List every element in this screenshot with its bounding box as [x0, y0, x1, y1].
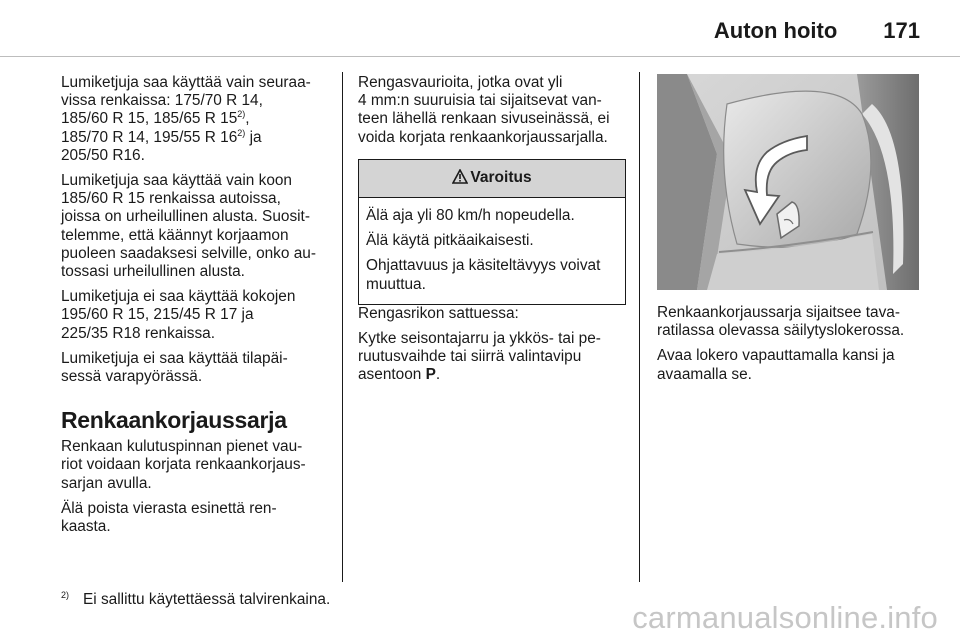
- paragraph-tyre-sizes: Lumiketjuja saa käyttää vain seuraa- vissa renkaissa: 175/70 R 14, 185/60 R 15, 185/65 R 15$^{2)}$, 185/70 R 14, 195/55 R 16$^{2)}$ ja 205/50 R16.: [61, 74, 311, 164]
- footnote-ref: 2): [237, 109, 246, 120]
- column-divider: [342, 72, 343, 582]
- header-rule: [0, 56, 960, 57]
- paragraph-sport-chassis: Lumiketjuja saa käyttää vain koon 185/60 R 15 renkaissa autoissa, joissa on urheilullinen alusta. Suosit- telemme, että käännyt korjaamon puoleen saadaksesi selville, onko au- tossasi urheilullinen alusta.: [61, 172, 316, 281]
- section-title: Auton hoito: [713, 18, 838, 43]
- footnote-ref: 2): [237, 127, 246, 138]
- page-header: [714, 18, 920, 44]
- paragraph-puncture: Rengasrikon sattuessa:: [358, 304, 519, 322]
- paragraph-parking-brake: Kytke seisontajarru ja ykkös- tai pe- ruutusvaihde tai siirrä valintavipu asentoon P.: [358, 330, 601, 384]
- paragraph-damage-limit: Rengasvaurioita, jotka ovat yli 4 mm:n suuruisia tai sijaitsevat van- teen lähellä renkaan sivuseinässä, ei voida korjata renkaankorjaussarjalla.: [358, 74, 610, 146]
- warning-header: [359, 160, 625, 198]
- footnote-text: Ei sallittu käytettäessä talvirenkaina.: [83, 591, 331, 608]
- column-divider: [639, 72, 640, 582]
- warning-line: Älä aja yli 80 km/h nopeudella.: [366, 207, 575, 225]
- warning-line: Älä käytä pitkäaikaisesti.: [366, 232, 534, 250]
- column-2: [358, 74, 626, 392]
- warning-line: Ohjattavuus ja käsiteltävyys voivat muuttua.: [366, 257, 601, 293]
- paragraph-repair-kit: Renkaan kulutuspinnan pienet vau- riot voidaan korjata renkaankorjaus- sarjan avulla.: [61, 438, 306, 492]
- paragraph-spare-wheel: Lumiketjuja ei saa käyttää tilapäi- sessä varapyörässä.: [61, 349, 288, 386]
- paragraph-not-allowed-sizes: Lumiketjuja ei saa käyttää kokojen 195/60 R 15, 215/45 R 17 ja 225/35 R18 renkaissa.: [61, 288, 296, 342]
- section-heading: Renkaankorjaussarja: [61, 407, 287, 434]
- column-3: [657, 304, 929, 391]
- footnote: [61, 590, 330, 609]
- paragraph-kit-location: Renkaankorjaussarja sijaitsee tava- ratilassa olevassa säilytyslokerossa.: [657, 304, 905, 340]
- paragraph-foreign-object: Älä poista vierasta esinettä ren- kaasta.: [61, 499, 277, 536]
- warning-triangle-icon: [452, 169, 468, 189]
- footnote-marker: 2): [61, 590, 70, 600]
- gear-position: P: [425, 366, 436, 384]
- trunk-compartment-illustration: [657, 74, 919, 290]
- warning-box: [358, 159, 626, 305]
- watermark: carmanualsonline.info: [632, 600, 938, 635]
- paragraph-open-compartment: Avaa lokero vapauttamalla kansi ja avaamalla se.: [657, 347, 895, 383]
- column-1: [61, 74, 331, 543]
- warning-body: [359, 198, 625, 304]
- warning-title: Varoitus: [470, 168, 532, 186]
- page-number: 171: [883, 18, 920, 43]
